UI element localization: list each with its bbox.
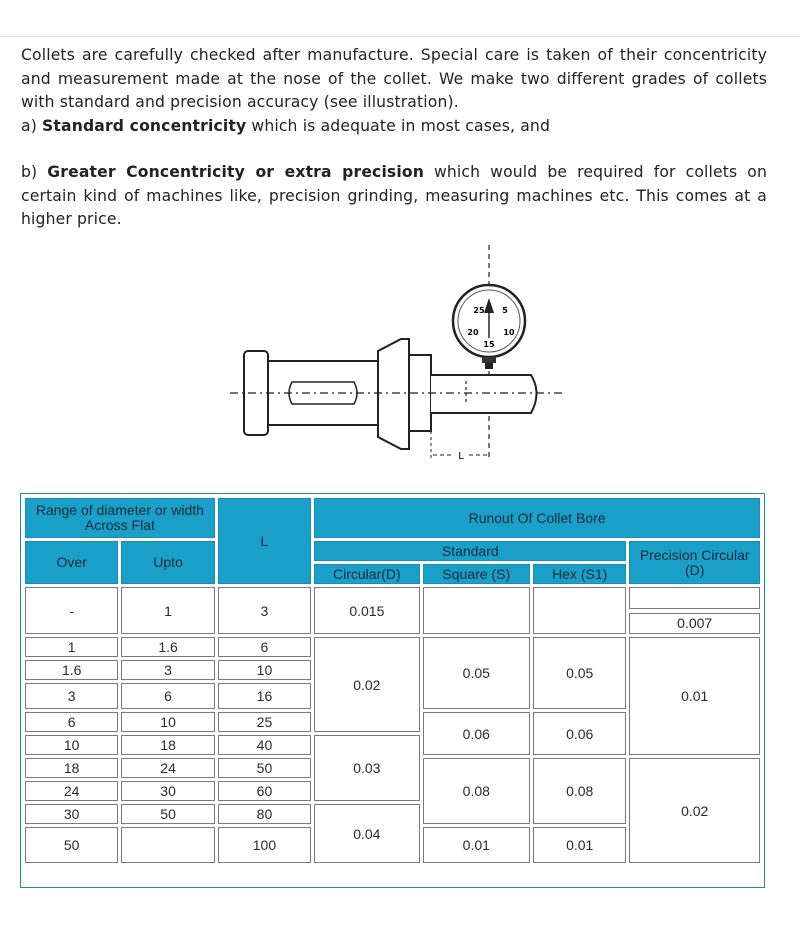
cell-L: 50 (218, 758, 311, 778)
dimension-label: L (458, 451, 464, 462)
cell-circular: 0.04 (314, 804, 419, 863)
cell-circular: 0.03 (314, 735, 419, 801)
cell-square: 0.01 (423, 827, 530, 863)
cell-L: 80 (218, 804, 311, 824)
cell-L: 100 (218, 827, 311, 863)
option-a-prefix: a) (21, 116, 43, 135)
dial-gauge-icon (453, 285, 525, 369)
runout-table (22, 495, 763, 866)
header-circular: Circular(D) (314, 564, 419, 584)
option-a-bold: Standard concentricity (42, 116, 247, 135)
cell-square: 0.05 (423, 637, 530, 709)
cell-L: 10 (218, 660, 311, 680)
cell-L: 6 (218, 637, 311, 657)
cell-precision: 0.01 (629, 637, 760, 755)
option-b (21, 161, 767, 232)
cell-upto: 50 (121, 804, 214, 824)
cell-L: 40 (218, 735, 311, 755)
cell-over: 6 (25, 712, 118, 732)
cell-L: 25 (218, 712, 311, 732)
cell-over: 3 (25, 683, 118, 709)
header-hex: Hex (S1) (533, 564, 626, 584)
dial-number-10: 10 (503, 328, 515, 337)
top-divider (0, 36, 800, 37)
header-range: Range of diameter or width Across Flat (25, 498, 215, 538)
option-b-prefix: b) (21, 163, 48, 181)
header-runout: Runout Of Collet Bore (314, 498, 760, 538)
cell-upto: 1.6 (121, 637, 214, 657)
intro-text (21, 44, 767, 232)
cell-over: 10 (25, 735, 118, 755)
cell-over: 24 (25, 781, 118, 801)
cell-upto: 3 (121, 660, 214, 680)
cell-upto: 24 (121, 758, 214, 778)
header-L: L (218, 498, 311, 584)
cell-hex: 0.06 (533, 712, 626, 755)
option-a-text: which is adequate in most cases, and (246, 116, 550, 135)
cell-hex: 0.08 (533, 758, 626, 824)
cell-hex: 0.01 (533, 827, 626, 863)
cell-precision (629, 587, 760, 634)
cell-precision: 0.02 (629, 758, 760, 863)
dial-number-5: 5 (502, 306, 508, 315)
cell-square: 0.06 (423, 712, 530, 755)
dial-number-25: 25 (473, 306, 485, 315)
table-row (25, 637, 760, 657)
option-b-bold: Greater Concentricity or extra precision (47, 163, 424, 181)
header-square: Square (S) (423, 564, 530, 584)
cell-L: 3 (218, 587, 311, 634)
header-over: Over (25, 541, 118, 584)
cell-upto: 18 (121, 735, 214, 755)
dial-number-20: 20 (467, 328, 479, 337)
cell-L: 60 (218, 781, 311, 801)
cell-over: 1.6 (25, 660, 118, 680)
cell-precision-empty (629, 587, 760, 609)
cell-over: 50 (25, 827, 118, 863)
cell-over: 18 (25, 758, 118, 778)
option-b-text: which would be required for collets on certain kind of machines like, precision grinding, measuring machines etc. This comes at a higher price. (21, 163, 767, 228)
cell-upto: 10 (121, 712, 214, 732)
cell-over: 1 (25, 637, 118, 657)
cell-L: 16 (218, 683, 311, 709)
collet-runout-illustration (226, 243, 571, 468)
table-row (25, 587, 760, 634)
cell-square: 0.08 (423, 758, 530, 824)
cell-square-empty (423, 587, 530, 634)
cell-upto: 6 (121, 683, 214, 709)
intro-paragraph: Collets are carefully checked after manufacture. Special care is taken of their concentricity and measurement made at the nose of the collet. We make two different grades of collets with standard and precision accuracy (see illustration). (21, 46, 767, 111)
header-precision: Precision Circular (D) (629, 541, 760, 584)
cell-over: 30 (25, 804, 118, 824)
option-a (21, 115, 767, 139)
runout-table-frame (20, 493, 765, 888)
cell-circular: 0.02 (314, 637, 419, 732)
cell-hex: 0.05 (533, 637, 626, 709)
cell-hex-empty (533, 587, 626, 634)
header-standard: Standard (314, 541, 626, 561)
dial-number-15: 15 (483, 340, 495, 349)
cell-over: - (25, 587, 118, 634)
cell-upto: 30 (121, 781, 214, 801)
cell-circular: 0.015 (314, 587, 419, 634)
header-upto: Upto (121, 541, 214, 584)
cell-precision-value: 0.007 (629, 613, 760, 635)
cell-upto (121, 827, 214, 863)
cell-upto: 1 (121, 587, 214, 634)
